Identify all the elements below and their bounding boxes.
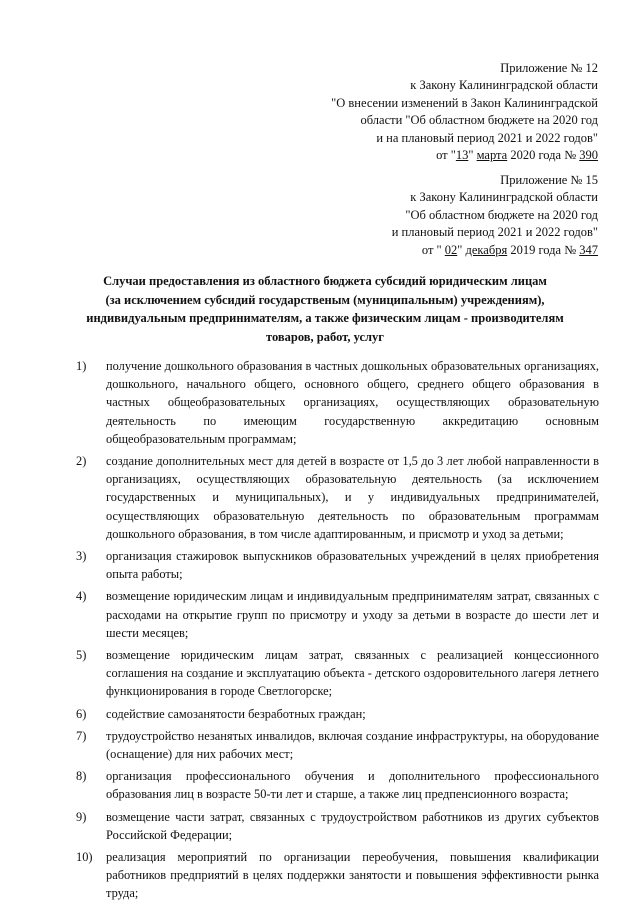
list-item-text: возмещение части затрат, связанных с трудоустройством работников из других субъектов Российской Федерации;: [106, 809, 599, 842]
date-mid: ": [468, 148, 477, 163]
appendix-12-law-name-2: области "Об областном бюджете на 2020 год: [360, 113, 598, 128]
list-item: [76, 587, 599, 642]
appendix-12-law-ref: к Закону Калининградской области: [410, 78, 598, 93]
date-year: 2019 года №: [507, 242, 580, 257]
date-day: 13: [455, 148, 469, 163]
appendix-12-law-name-3: и на плановый период 2021 и 2022 годов": [376, 130, 598, 145]
list-item-number: 2): [76, 454, 87, 469]
list-item-text: возмещение юридическим лицам затрат, связанных с реализацией концессионного соглашения на создание и эксплуатацию объекта - детского оздоровительного лагеря летнего функционирования в городе Светлогорске;: [106, 648, 599, 699]
list-item: [76, 727, 599, 763]
title-line: (за исключением субсидий государственым (муниципальным) учреждениям),: [105, 292, 545, 307]
list-item-text: возмещение юридическим лицам и индивидуальным предпринимателям затрат, связанных с расходами на открытие групп по присмотру и уходу за детьми в возрасте до шести лет и шести месяцев;: [106, 589, 599, 640]
list-item: [76, 357, 599, 448]
list-item-number: 1): [76, 359, 87, 373]
title-line: товаров, работ, услуг: [266, 329, 384, 344]
appendix-12-date: [331, 147, 598, 164]
list-item: [76, 705, 599, 723]
list-item-number: 10): [76, 850, 93, 865]
appendix-15-law-ref: к Закону Калининградской области: [410, 190, 598, 205]
appendix-12-header: [331, 60, 598, 164]
appendix-15-law-name-2: и плановый период 2021 и 2022 годов": [391, 225, 598, 240]
list-item: [76, 452, 599, 543]
list-item-text: реализация мероприятий по организации переобучения, повышения квалификации работников предприятий в целях поддержки занятости и повышения эффективности рынка труда;: [106, 850, 599, 901]
list-item: [76, 547, 599, 583]
list-item-number: 6): [76, 706, 87, 721]
list-item: [76, 646, 599, 701]
appendix-12-title: Приложение № 12: [500, 61, 598, 75]
date-month: декабря: [465, 242, 508, 257]
list-item-number: 5): [76, 648, 87, 663]
date-year: 2020 года №: [507, 148, 580, 163]
date-prefix: от ": [436, 148, 456, 163]
list-item-text: получение дошкольного образования в частных дошкольных образовательных организациях, дошкольного, начального общего, основного общего, среднего общего образования в частных общеобразовательных организациях, осуществляющих образовательную деятельность по имеющим государственную аккредитацию основным общеобразовательным программам;: [106, 359, 599, 446]
list-item: [76, 808, 599, 844]
title-line: индивидуальным предпринимателям, а также физическим лицам - производителям: [86, 311, 564, 325]
appendix-12-law-name-1: "О внесении изменений в Закон Калининградской: [331, 95, 598, 110]
list-item-number: 3): [76, 549, 87, 564]
list-item-text: содействие самозанятости безработных граждан;: [106, 706, 366, 721]
list-item-text: создание дополнительных мест для детей в возрасте от 1,5 до 3 лет любой направленности в организациях, осуществляющих образовательную деятельность (за исключением государственных и муниципальных), и у индивидуальных предпринимателей, осуществляющих образовательную деятельность по образовательным программам дошкольного образования, в том числе адаптированным, и присмотр и уход за детьми;: [106, 454, 599, 541]
list-item-text: трудоустройство незанятых инвалидов, включая создание инфраструктуры, на оборудование (оснащение) для них рабочих мест;: [106, 728, 599, 762]
appendix-15-title: Приложение № 15: [500, 173, 598, 187]
list-item-number: 7): [76, 728, 87, 743]
list-item-number: 8): [76, 769, 87, 784]
law-number: 390: [579, 148, 598, 163]
list-item-text: организация стажировок выпускников образовательных учреждений в целях приобретения опыта работы;: [106, 549, 599, 582]
appendix-15-law-name-1: "Об областном бюджете на 2020 год: [405, 207, 598, 222]
list-item-number: 4): [76, 589, 87, 604]
title-line: Случаи предоставления из областного бюджета субсидий юридическим лицам: [103, 274, 547, 288]
law-number: 347: [579, 242, 598, 257]
list-item: [76, 848, 599, 903]
list-item: [76, 767, 599, 803]
document-title: [70, 272, 580, 346]
appendix-15-date: [392, 242, 598, 259]
date-day: 02: [444, 242, 458, 257]
appendix-15-header: [392, 172, 598, 259]
list-item-text: организация профессионального обучения и дополнительного профессионального образования лиц в возрасте 50-ти лет и старше, а также лиц предпенсионного возраста;: [106, 769, 599, 802]
date-prefix: от ": [421, 242, 445, 257]
date-month: марта: [476, 148, 508, 163]
cases-list: [76, 357, 599, 907]
list-item-number: 9): [76, 809, 87, 824]
date-mid: ": [457, 242, 466, 257]
